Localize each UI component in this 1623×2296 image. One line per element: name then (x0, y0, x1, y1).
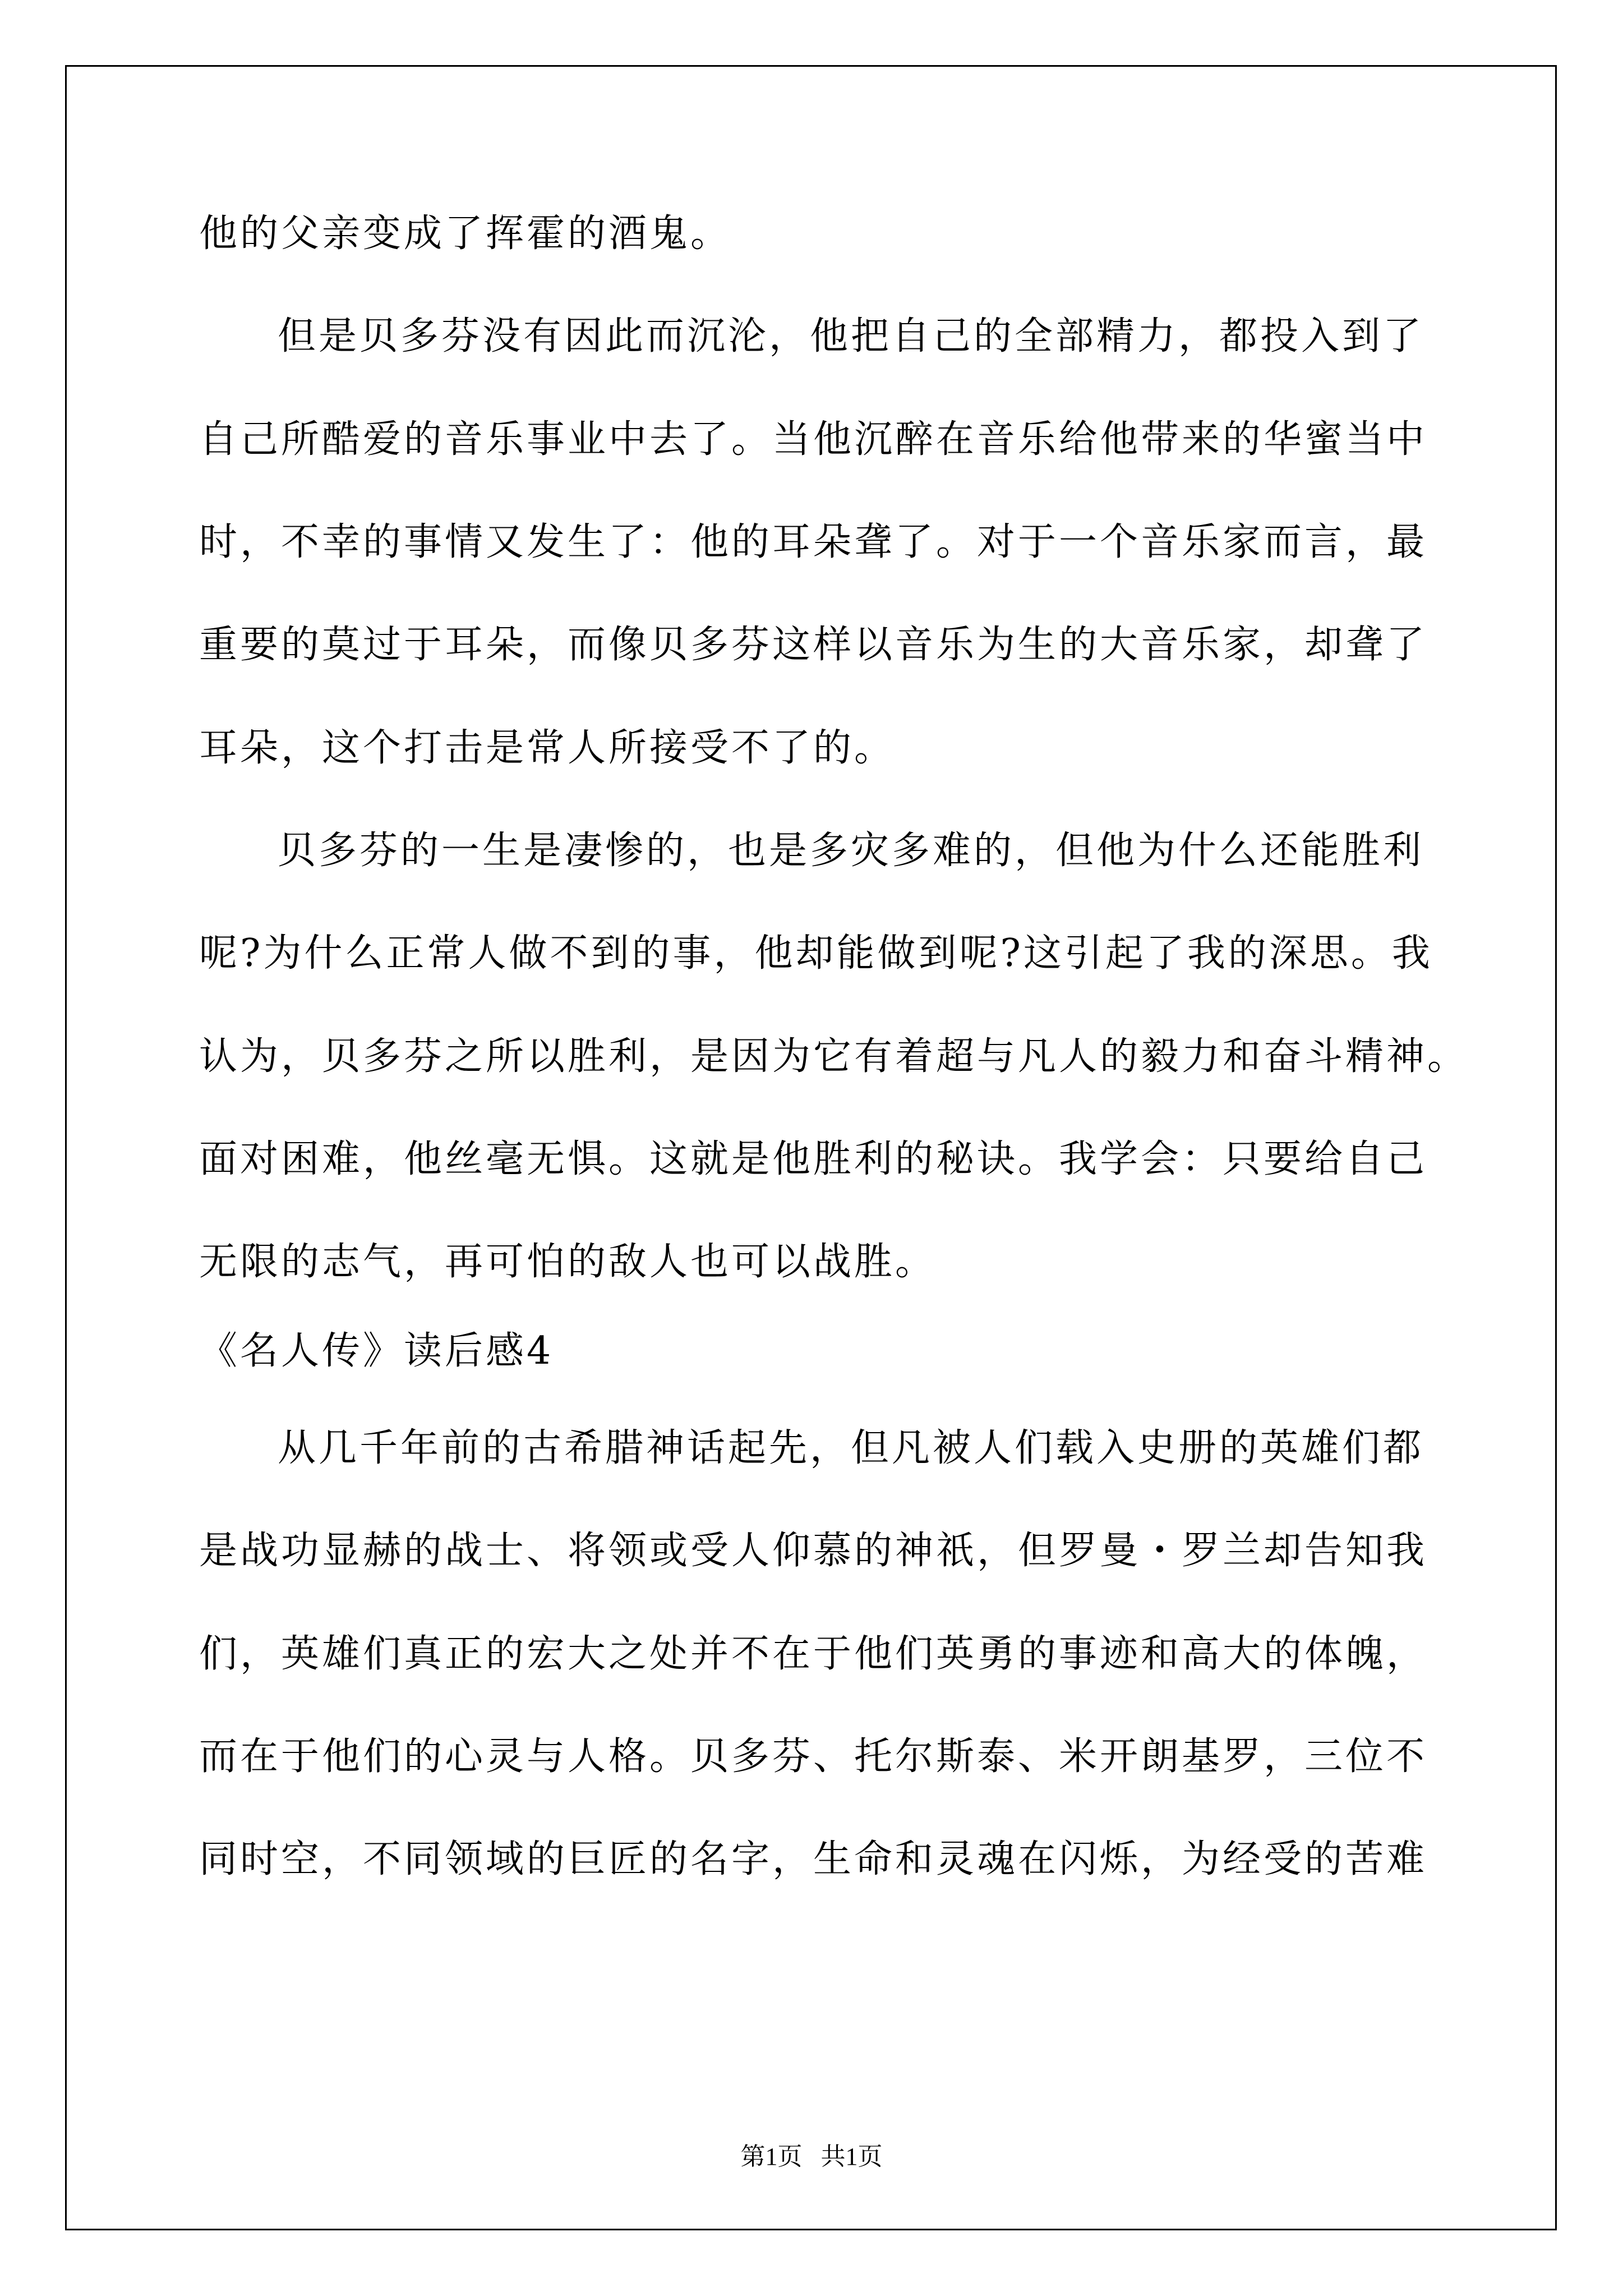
text-line: 而在于他们的心灵与人格。贝多芬、托尔斯泰、米开朗基罗，三位不 (199, 1734, 1428, 1779)
paragraph-first-line: 但是贝多芬没有因此而沉沦，他把自己的全部精力，都投入到了 (278, 314, 1424, 358)
text-line: 他的父亲变成了挥霍的酒鬼。 (199, 211, 732, 256)
text-line: 认为，贝多芬之所以胜利，是因为它有着超与凡人的毅力和奋斗精神。 (199, 1034, 1469, 1079)
section-heading: 《名人传》读后感4 (199, 1329, 554, 1373)
text-line: 们，英雄们真正的宏大之处并不在于他们英勇的事迹和高大的体魄， (199, 1632, 1428, 1676)
text-line: 同时空，不同领域的巨匠的名字，生命和灵魂在闪烁，为经受的苦难 (199, 1837, 1428, 1881)
paragraph-first-line: 从几千年前的古希腊神话起先，但凡被人们载入史册的英雄们都 (278, 1426, 1424, 1470)
text-line: 时，不幸的事情又发生了：他的耳朵聋了。对于一个音乐家而言，最 (199, 520, 1428, 564)
text-line: 面对困难，他丝毫无惧。这就是他胜利的秘诀。我学会：只要给自己 (199, 1137, 1428, 1181)
text-line: 重要的莫过于耳朵，而像贝多芬这样以音乐为生的大音乐家，却聋了 (199, 623, 1428, 667)
page-footer: 第1页 共1页 (740, 2143, 883, 2170)
paragraph-first-line: 贝多芬的一生是凄惨的，也是多灾多难的，但他为什么还能胜利 (278, 829, 1424, 873)
text-line: 无限的志气，再可怕的敌人也可以战胜。 (199, 1240, 937, 1284)
text-line: 耳朵，这个打击是常人所接受不了的。 (199, 726, 896, 770)
text-line: 自己所酷爱的音乐事业中去了。当他沉醉在音乐给他带来的华蜜当中 (199, 417, 1428, 462)
text-line: 呢?为什么正常人做不到的事，他却能做到呢?这引起了我的深思。我 (199, 931, 1433, 976)
text-line: 是战功显赫的战士、将领或受人仰慕的神祇，但罗曼・罗兰却告知我 (199, 1529, 1428, 1573)
